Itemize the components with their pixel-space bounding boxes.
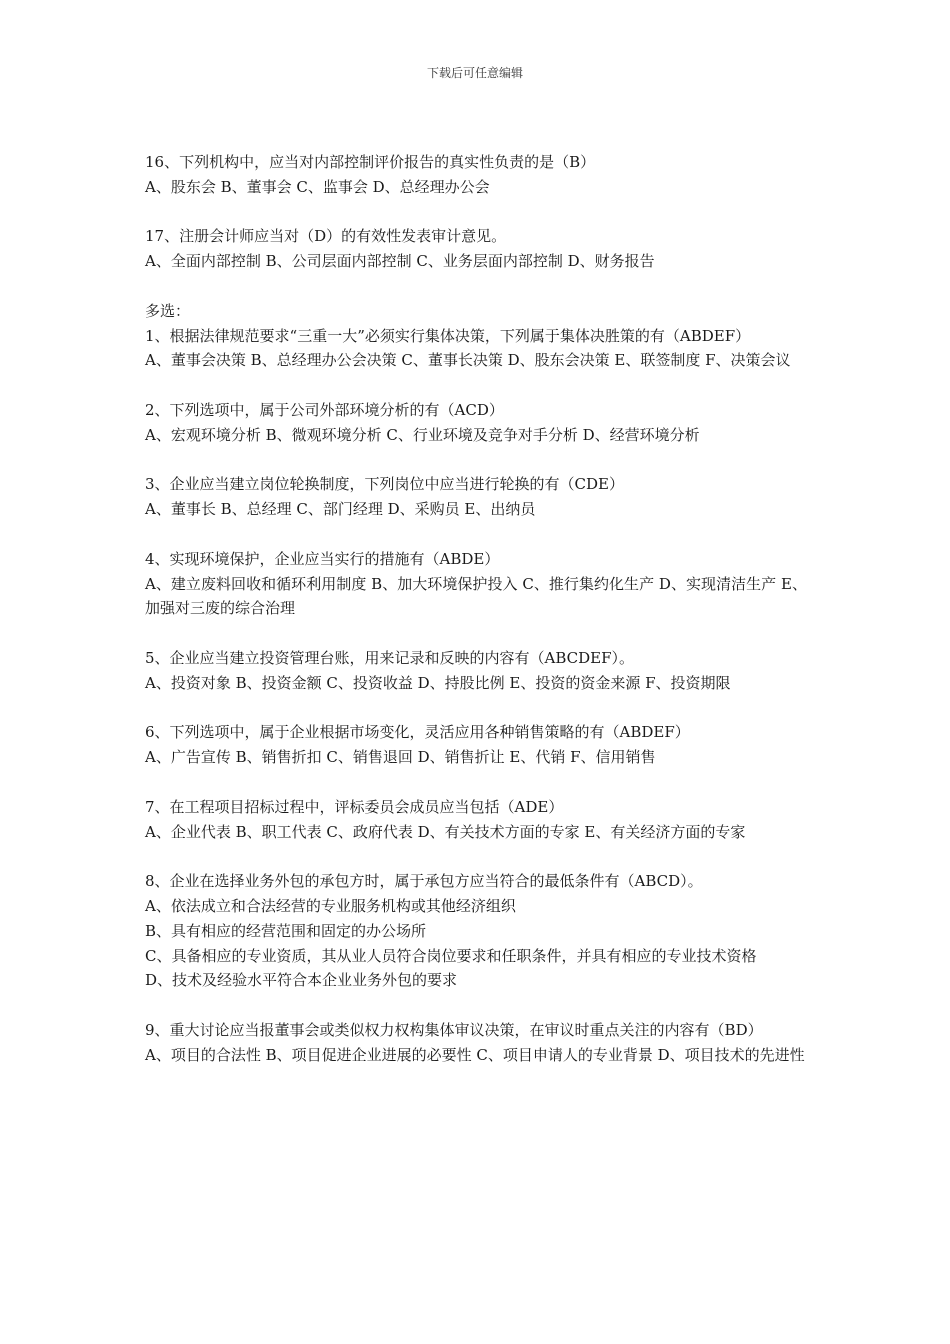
option-text: B、具有相应的经营范围和固定的办公场所 — [145, 921, 427, 940]
option-text: A、投资对象 B、投资金额 C、投资收益 D、持股比例 E、投资的资金来源 F、投资期限 — [145, 673, 731, 692]
question-block — [145, 646, 807, 696]
option-text: A、宏观环境分析 B、微观环境分析 C、行业环境及竞争对手分析 D、经营环境分析 — [145, 425, 700, 444]
question-block — [145, 795, 807, 845]
question-text: 5、企业应当建立投资管理台账，用来记录和反映的内容有（ABCDEF）。 — [145, 648, 635, 667]
option-text: A、股东会 B、董事会 C、监事会 D、总经理办公会 — [145, 177, 490, 196]
question-text: 2、下列选项中，属于公司外部环境分析的有（ACD） — [145, 400, 504, 419]
question-block — [145, 472, 807, 522]
question-block — [145, 869, 807, 993]
question-block — [145, 720, 807, 770]
option-text: A、董事长 B、总经理 C、部门经理 D、采购员 E、出纳员 — [145, 500, 536, 519]
question-block — [145, 547, 807, 621]
question-text: 7、在工程项目招标过程中，评标委员会成员应当包括（ADE） — [145, 797, 564, 816]
document-body — [145, 150, 807, 1092]
option-text: D、技术及经验水平符合本企业业务外包的要求 — [145, 971, 458, 990]
question-text: 9、重大讨论应当报董事会或类似权力权构集体审议决策，在审议时重点关注的内容有（BD） — [145, 1020, 763, 1039]
option-text: A、项目的合法性 B、项目促进企业进展的必要性 C、项目申请人的专业背景 D、项目技术的先进性 — [145, 1045, 805, 1064]
question-block — [145, 398, 807, 448]
question-text: 4、实现环境保护，企业应当实行的措施有（ABDE） — [145, 549, 500, 568]
page-header: 下载后可任意编辑 — [426, 66, 523, 80]
option-text: A、企业代表 B、职工代表 C、政府代表 D、有关技术方面的专家 E、有关经济方面的专家 — [145, 822, 746, 841]
question-block — [145, 150, 807, 200]
option-text: A、广告宣传 B、销售折扣 C、销售退回 D、销售折让 E、代销 F、信用销售 — [145, 748, 656, 767]
option-text: 1、根据法律规范要求“三重一大”必须实行集体决策，下列属于集体决胜策的有（ABDEF） — [145, 326, 751, 345]
question-text: 16、下列机构中，应当对内部控制评价报告的真实性负责的是（B） — [145, 153, 596, 171]
question-block — [145, 299, 807, 373]
question-block — [145, 1018, 807, 1068]
question-text: 6、下列选项中，属于企业根据市场变化，灵活应用各种销售策略的有（ABDEF） — [145, 723, 690, 742]
option-text: C、具备相应的专业资质，其从业人员符合岗位要求和任职条件，并具有相应的专业技术资格 — [145, 946, 757, 965]
question-text: 17、注册会计师应当对（D）的有效性发表审计意见。 — [145, 227, 507, 246]
question-text: 8、企业在选择业务外包的承包方时，属于承包方应当符合的最低条件有（ABCD）。 — [145, 872, 703, 891]
question-block — [145, 224, 807, 274]
option-text: A、依法成立和合法经营的专业服务机构或其他经济组织 — [145, 896, 516, 915]
option-text: A、建立废料回收和循环利用制度 B、加大环境保护投入 C、推行集约化生产 D、实现清洁生产 E、加强对三废的综合治理 — [145, 574, 807, 618]
option-text: A、董事会决策 B、总经理办公会决策 C、董事长决策 D、股东会决策 E、联签制度 F、决策会议 — [145, 351, 791, 370]
question-text: 多选： — [145, 301, 191, 320]
question-text: 3、企业应当建立岗位轮换制度，下列岗位中应当进行轮换的有（CDE） — [145, 475, 624, 494]
option-text: A、全面内部控制 B、公司层面内部控制 C、业务层面内部控制 D、财务报告 — [145, 252, 655, 271]
